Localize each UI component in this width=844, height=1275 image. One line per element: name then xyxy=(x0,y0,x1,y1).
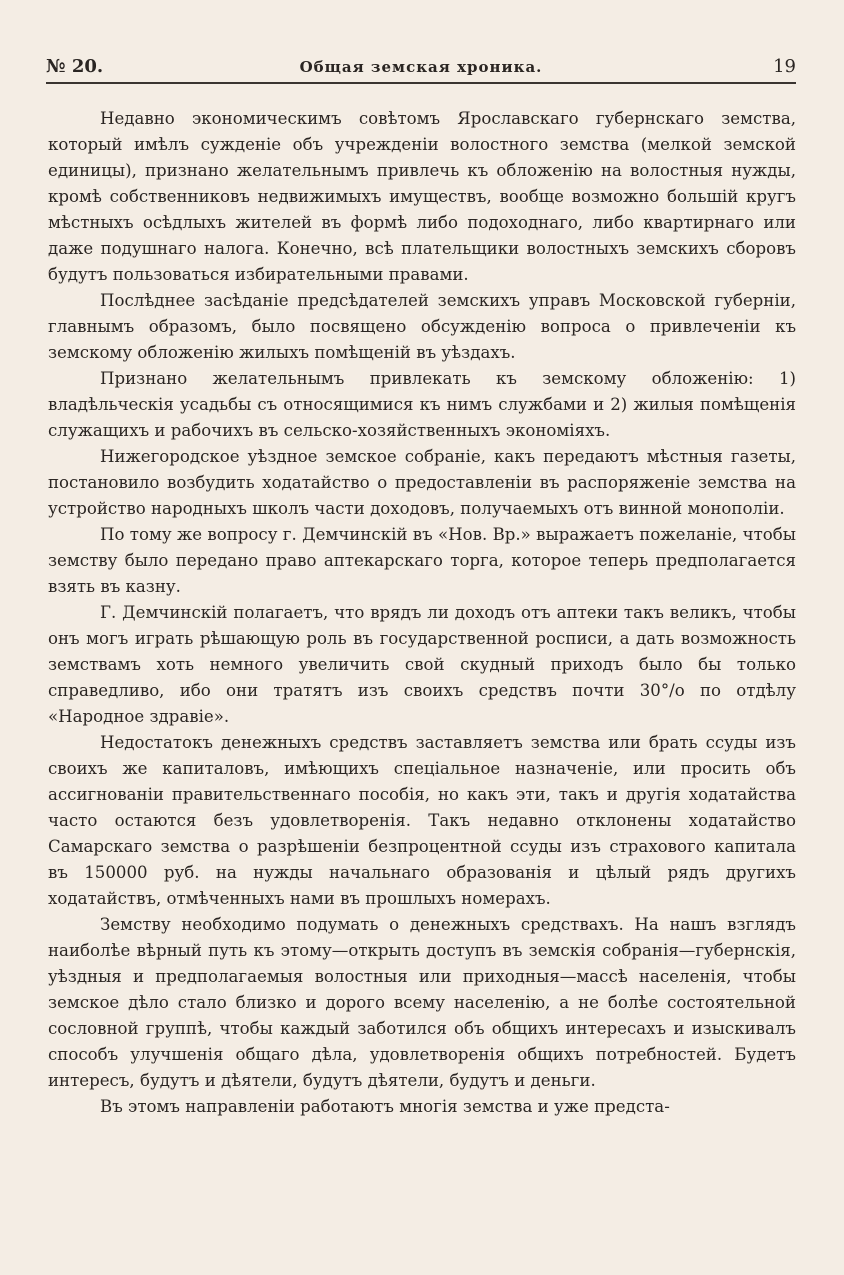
paragraph: Признано желательнымъ привлекать къ земскому обложенію: 1) владѣльческія усадьбы съ относящимися къ нимъ службами и 2) жилыя помѣщенія служащихъ и рабочихъ въ сельско-хозяйственныхъ экономіяхъ. xyxy=(48,369,796,440)
issue-number: № 20. xyxy=(46,56,104,77)
page-header xyxy=(46,56,796,82)
article-body xyxy=(48,106,796,1120)
paragraph: Послѣднее засѣданіе предсѣдателей земскихъ управъ Московской губерніи, главнымъ образомъ, было посвящено обсужденію вопроса о привлеченіи къ земскому обложенію жилыхъ помѣщеній въ уѣздахъ. xyxy=(48,291,796,362)
header-rule xyxy=(46,82,796,84)
paragraph: Г. Демчинскій полагаетъ, что врядъ ли доходъ отъ аптеки такъ великъ, чтобы онъ могъ играть рѣшающую роль въ государственной росписи, а дать возможность земствамъ хоть немного увеличить свой скудный приходъ было бы только справедливо, ибо они тратятъ изъ своихъ средствъ почти 30°/o по отдѣлу «Народное здравіе». xyxy=(48,603,796,726)
paragraph: Недостатокъ денежныхъ средствъ заставляетъ земства или брать ссуды изъ своихъ же капиталовъ, имѣющихъ спеціальное назначеніе, или просить объ ассигнованіи правительственнаго пособія, но какъ эти, такъ и другія ходатайства часто остаются безъ удовлетворенія. Такъ недавно отклонены ходатайство Самарскаго земства о разрѣшеніи безпроцентной ссуды изъ страхового капитала въ 150000 руб. на нужды начальнаго образованія и цѣлый рядъ другихъ ходатайствъ, отмѣченныхъ нами въ прошлыхъ номерахъ. xyxy=(48,733,796,908)
paragraph: По тому же вопросу г. Демчинскій въ «Нов. Вр.» выражаетъ пожеланіе, чтобы земству было передано право аптекарскаго торга, которое теперь предполагается взять въ казну. xyxy=(48,525,796,596)
paragraph: Недавно экономическимъ совѣтомъ Ярославскаго губернскаго земства, который имѣлъ сужденіе объ учрежденіи волостного земства (мелкой земской единицы), признано желательнымъ привлечь къ обложенію на волостныя нужды, кромѣ собственниковъ недвижимыхъ имуществъ, вообще возможно большій кругъ мѣстныхъ осѣдлыхъ жителей въ формѣ либо подоходнаго, либо квартирнаго или даже подушнаго налога. Конечно, всѣ плательщики волостныхъ земскихъ сборовъ будутъ пользоваться избирательными правами. xyxy=(48,109,796,284)
paragraph: Въ этомъ направленіи работаютъ многія земства и уже предста- xyxy=(100,1097,670,1116)
paragraph: Нижегородское уѣздное земское собраніе, какъ передаютъ мѣстныя газеты, постановило возбудить ходатайство о предоставленіи въ распоряженіе земства на устройство народныхъ школъ части доходовъ, получаемыхъ отъ винной монополіи. xyxy=(48,447,796,518)
running-title: Общая земская хроника. xyxy=(299,58,543,76)
paragraph: Земству необходимо подумать о денежныхъ средствахъ. На нашъ взглядъ наиболѣе вѣрный путь къ этому—открыть доступъ въ земскія собранія—губернскія, уѣздныя и предполагаемыя волостныя или приходныя—массѣ населенія, чтобы земское дѣло стало близко и дорого всему населенію, а не болѣе состоятельной сословной группѣ, чтобы каждый заботился объ общихъ интересахъ и изыскивалъ способъ улучшенія общаго дѣла, удовлетворенія общихъ потребностей. Будетъ интересъ, будутъ и дѣятели, будутъ дѣятели, будутъ и деньги. xyxy=(48,915,796,1090)
page-number: 19 xyxy=(773,56,796,77)
